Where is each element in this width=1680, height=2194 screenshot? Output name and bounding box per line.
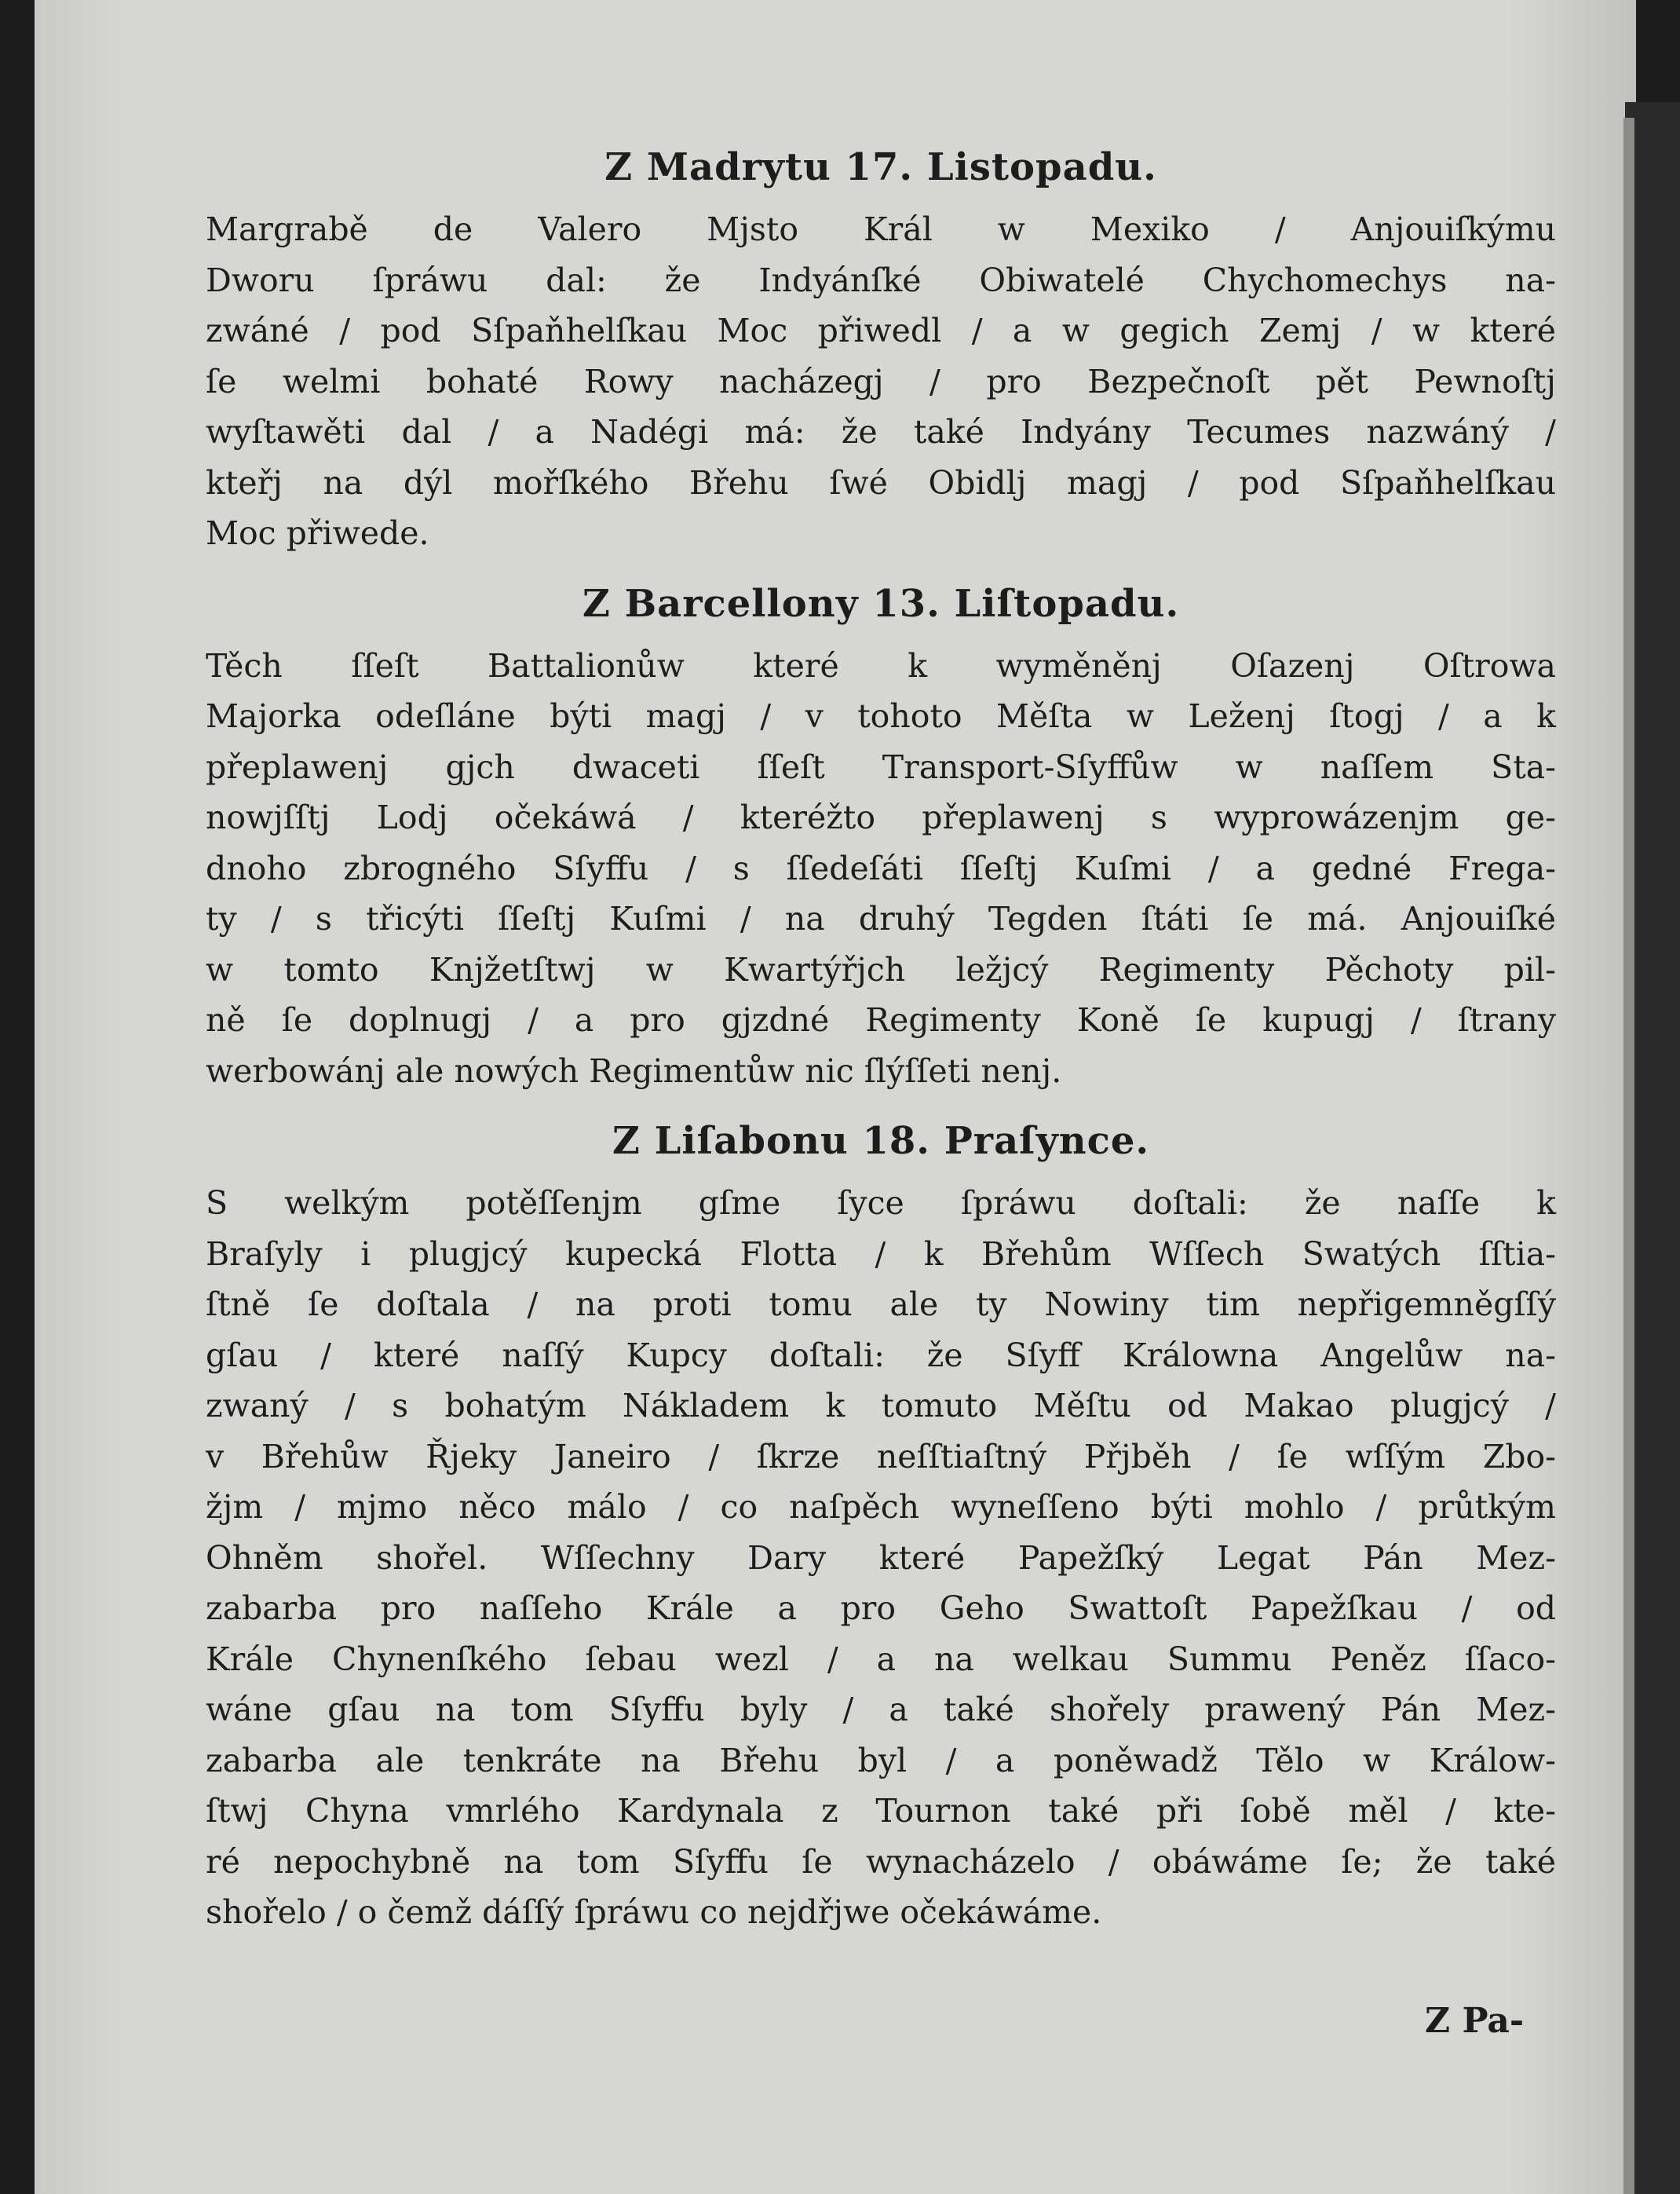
section-lisbon [206,1115,1556,1938]
text-line: zwaný / s bohatým Nákladem k tomuto Měſtu od Makao plugjcý / [206,1387,1556,1424]
text-line: zabarba pro naſſeho Krále a pro Geho Swattoſt Papežſkau / od [206,1589,1556,1627]
section-heading: Z Madrytu 17. Listopadu. [604,145,1157,189]
text-line: zwáné / pod Sſpaňhelſkau Moc přiwedl / a w gegich Zemj / w které [206,312,1556,349]
text-line: S welkým potěſſenjm gſme ſyce ſpráwu doſtali: že naſſe k [206,1184,1556,1222]
text-line: shořelo / o čemž dáſſý ſpráwu co nejdřjwe očekáwáme. [206,1893,1102,1931]
catchword: Z Pa- [1425,2001,1525,2041]
section-madrid [206,141,1556,559]
text-line: ſtwj Chyna vmrlého Kardynala z Tournon také při ſobě měl / kte- [206,1792,1556,1830]
text-line: ty / s třicýti ſſeſtj Kuſmi / na druhý Tegden ſtáti ſe má. Anjouiſké [206,900,1556,938]
text-line: wáne gſau na tom Sſyffu byly / a také shořely prawený Pán Mez- [206,1691,1556,1728]
text-line: přeplawenj gjch dwaceti ſſeſt Transport-Sſyffůw w naſſem Sta- [206,748,1556,786]
text-line: nowjſſtj Lodj očekáwá / kteréžto přeplawenj s wyprowázenjm ge- [206,799,1556,836]
text-line: Dworu ſpráwu dal: že Indyánſké Obiwatelé Chychomechys na- [206,261,1556,299]
text-line: w tomto Knjžetſtwj w Kwartýřjch ležjcý Regimenty Pěchoty pil- [206,950,1556,989]
text-line: wyſtawěti dal / a Nadégi má: že také Indyány Tecumes nazwáný / [206,413,1556,451]
section-heading: Z Barcellony 13. Liſtopadu. [582,581,1180,626]
text-line: zabarba ale tenkráte na Břehu byl / a poněwadž Tělo w Králow- [206,1741,1556,1779]
section-body [206,1178,1556,1938]
text-line: gſau / které naſſý Kupcy doſtali: že Sſyff Králowna Angelůw na- [206,1336,1556,1374]
section-heading: Z Liſabonu 18. Praſynce. [612,1119,1150,1163]
section-body [206,641,1556,1097]
text-line: ſe welmi bohaté Rowy nacházegj / pro Bezpečnoſt pět Pewnoſtj [206,362,1556,400]
text-line: Krále Chynenſkého ſebau wezl / a na welkau Summu Peněz ſſaco- [206,1640,1556,1678]
text-line: Margrabě de Valero Mjsto Král w Mexiko / Anjouiſkýmu [206,210,1556,248]
text-line: dnoho zbrogného Sſyffu / s ſſedeſáti ſſeſtj Kuſmi / a gedné Frega- [206,849,1556,887]
text-line: Braſyly i plugjcý kupecká Flotta / k Břehům Wſſech Swatých ſſtia- [206,1234,1556,1273]
text-line: Ohněm shořel. Wſſechny Dary které Papežſký Legat Pán Mez- [206,1538,1556,1577]
text-line: kteřj na dýl mořſkého Břehu ſwé Obidlj magj / pod Sſpaňhelſkau [206,463,1556,502]
text-line: Majorka odeſláne býti magj / v tohoto Měſta w Leženj ſtogj / a k [206,697,1556,735]
section-barcelona [206,578,1556,1097]
section-body [206,204,1556,559]
text-line: žjm / mjmo něco málo / co naſpěch wyneſſeno býti mohlo / průtkým [206,1488,1556,1526]
text-line: ně ſe doplnugj / a pro gjzdné Regimenty Koně ſe kupugj / ſtrany [206,1001,1556,1039]
text-line: werbowánj ale nowých Regimentůw nic ſlýſſeti nenj. [206,1051,1062,1090]
text-line: v Břehůw Řjeky Janeiro / ſkrze neſſtiaſtný Přjběh / ſe wſſým Zbo- [206,1437,1556,1475]
page-edge-shadow [1623,118,1634,2194]
text-line: Moc přiwede. [206,514,429,552]
text-line: ſtně ſe doſtala / na proti tomu ale ty Nowiny tim nepřigemněgſſý [206,1285,1556,1323]
text-line: Těch ſſeſt Battalionůw které k wyměněnj Oſazenj Oſtrowa [206,646,1556,685]
text-line: ré nepochybně na tom Sſyffu ſe wynacházelo / obáwáme ſe; že také [206,1842,1556,1881]
article-text [206,141,1556,1938]
